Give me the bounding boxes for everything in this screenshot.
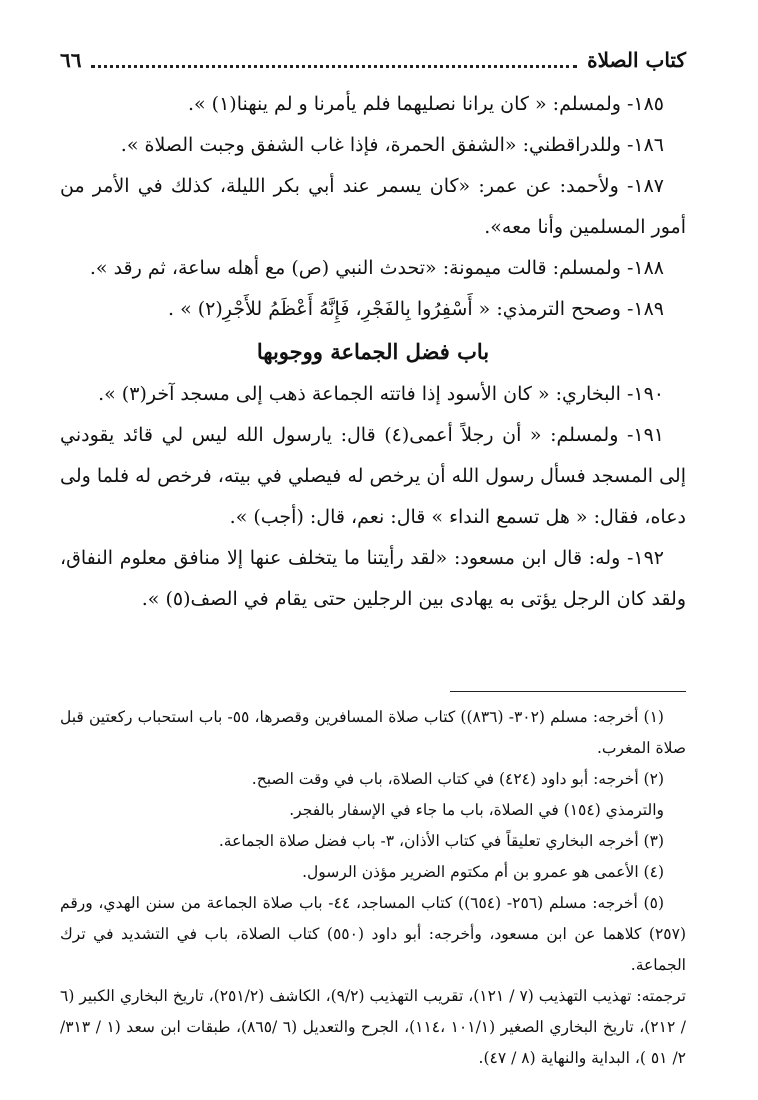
footnote-3: (٣) أخرجه البخاري تعليقاً في كتاب الأذان، ٣- باب فضل صلاة الجماعة. [218,832,664,850]
hadith-190: ١٩٠- البخاري: « كان الأسود إذا فاتته الجماعة ذهب إلى مسجد آخر(٣) ». [98,383,664,405]
header-leader-dots [91,65,577,68]
section-heading: باب فضل الجماعة ووجوبها [256,339,490,364]
footnote-biography: ترجمته: تهذيب التهذيب (٧ / ١٢١)، تقريب التهذيب (٩/٢)، الكاشف (٢٥١/٢)، تاريخ البخاري الكبير (٦ / ٢١٢)، تاريخ البخاري الصغير (١٠١/١ ،١١٤)، الجرح والتعديل (٦ /٨٦٥)، طبقات ابن سعد (١ / ٣١٣/ ٢/ ٥١ )، البداية والنهاية (٨ / ٤٧). [60,987,686,1067]
hadith-189: ١٨٩- وصحح الترمذي: « أَسْفِرُوا بِالفَجْرِ، فَإِنَّهُ أَعْظَمُ للأَجْرِ(٢) » . [168,298,664,320]
footnote-4: (٤) الأعمى هو عمرو بن أم مكتوم الضرير مؤذن الرسول. [302,863,664,881]
hadith-192: ١٩٢- وله: قال ابن مسعود: «لقد رأيتنا ما يتخلف عنها إلا منافق معلوم النفاق، ولقد كان الرجل يؤتى به يهادى بين الرجلين حتى يقام في الصف(٥) ». [60,547,686,610]
footnote-2-continued: والترمذي (١٥٤) في الصلاة، باب ما جاء في الإسفار بالفجر. [289,801,664,819]
hadith-185: ١٨٥- ولمسلم: « كان يرانا نصليهما فلم يأمرنا و لم ينهنا(١) ». [187,93,664,115]
footnote-1: (١) أخرجه: مسلم (٣٠٢- (٨٣٦)) كتاب صلاة المسافرين وقصرها، ٥٥- باب استحباب ركعتين قبل صلاة المغرب. [60,708,686,757]
chapter-title: كتاب الصلاة [587,48,686,72]
running-header [60,44,686,76]
hadith-191: ١٩١- ولمسلم: « أن رجلاً أعمى(٤) قال: يارسول الله ليس لي قائد يقودني إلى المسجد فسأل رسول الله أن يرخص له فيصلي في بيته، فرخص له فلما ولى دعاه، فقال: « هل تسمع النداء » قال: نعم، قال: (أجب) ». [60,424,686,528]
main-text [60,84,686,620]
hadith-186: ١٨٦- وللدراقطني: «الشفق الحمرة، فإذا غاب الشفق وجبت الصلاة ». [120,134,664,156]
book-page [60,0,686,1100]
page-number: ٦٦ [60,48,82,72]
footnote-2: (٢) أخرجه: أبو داود (٤٢٤) في كتاب الصلاة، باب في وقت الصبح. [251,770,664,788]
footnote-5: (٥) أخرجه: مسلم (٢٥٦- (٦٥٤)) كتاب المساجد، ٤٤- باب صلاة الجماعة من سنن الهدي، ورقم (٢٥٧) كلاهما عن ابن مسعود، وأخرجه: أبو داود (٥٥٠) كتاب الصلاة، باب في التشديد في ترك الجماعة. [60,894,687,974]
footnote-separator [450,691,686,692]
hadith-188: ١٨٨- ولمسلم: قالت ميمونة: «تحدث النبي (ص) مع أهله ساعة، ثم رقد ». [89,257,664,279]
footnotes [60,702,686,1074]
hadith-187: ١٨٧- ولأحمد: عن عمر: «كان يسمر عند أبي بكر الليلة، كذلك في الأمر من أمور المسلمين وأنا معه». [60,175,686,238]
